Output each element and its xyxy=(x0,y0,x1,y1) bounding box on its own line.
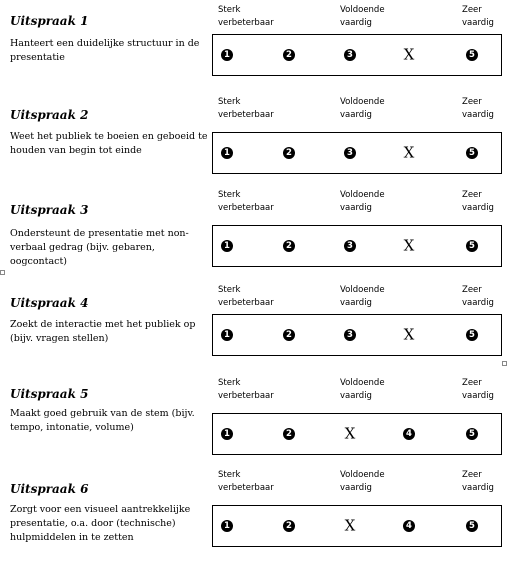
scale-header-high xyxy=(462,377,494,403)
scale-header-line: Sterk xyxy=(218,190,241,200)
rating-option-5[interactable]: 5 xyxy=(466,520,478,532)
rating-option-2[interactable]: 2 xyxy=(283,147,295,159)
scale-header-low xyxy=(218,284,274,310)
rating-option-4[interactable]: 4 xyxy=(403,428,415,440)
rating-option-2[interactable]: 2 xyxy=(283,329,295,341)
statement-text: Hanteert een duidelijke structuur in de presentatie xyxy=(10,38,200,63)
selected-rating-mark[interactable]: X xyxy=(403,325,415,344)
scale-header-line: Zeer xyxy=(462,5,482,15)
scale-header-line: verbeterbaar xyxy=(218,18,274,28)
rating-option-2[interactable]: 2 xyxy=(283,49,295,61)
rating-option-3[interactable]: 3 xyxy=(344,49,356,61)
statement-block xyxy=(0,92,521,182)
rating-option-3[interactable]: 3 xyxy=(344,329,356,341)
statement-text: Ondersteunt de presentatie met non-verbaal gedrag (bijv. gebaren, oogcontact) xyxy=(10,228,189,267)
scale-header-mid xyxy=(340,189,385,215)
rating-option-5[interactable]: 5 xyxy=(466,49,478,61)
rating-option-4[interactable]: 4 xyxy=(403,520,415,532)
rating-option-2[interactable]: 2 xyxy=(283,428,295,440)
rating-option-5[interactable]: 5 xyxy=(466,147,478,159)
rating-option-3[interactable]: 3 xyxy=(344,240,356,252)
selected-rating-mark[interactable]: X xyxy=(403,236,415,255)
scale-header-mid xyxy=(340,96,385,122)
scale-header-high xyxy=(462,96,494,122)
statement-title: Uitspraak 5 xyxy=(10,387,89,401)
scale-header-line: vaardig xyxy=(462,391,494,401)
rating-option-5[interactable]: 5 xyxy=(466,240,478,252)
statement-text: Zoekt de interactie met het publiek op (bijv. vragen stellen) xyxy=(10,319,196,344)
rating-scale-box xyxy=(212,34,502,76)
statement-block xyxy=(0,373,521,463)
scale-header-mid xyxy=(340,284,385,310)
scale-header-line: Zeer xyxy=(462,378,482,388)
rating-scale-box xyxy=(212,413,502,455)
scale-header-high xyxy=(462,189,494,215)
rating-option-5[interactable]: 5 xyxy=(466,329,478,341)
scale-header-line: Sterk xyxy=(218,470,241,480)
scale-header-line: Voldoende xyxy=(340,470,385,480)
statement-title: Uitspraak 2 xyxy=(10,108,89,122)
rating-option-1[interactable]: 1 xyxy=(221,329,233,341)
scale-header-line: Zeer xyxy=(462,470,482,480)
scale-header-line: verbeterbaar xyxy=(218,110,274,120)
scale-header-line: vaardig xyxy=(340,18,372,28)
rating-option-1[interactable]: 1 xyxy=(221,520,233,532)
rating-scale-box xyxy=(212,225,502,267)
rating-scale-box xyxy=(212,505,502,547)
scale-header-low xyxy=(218,377,274,403)
scale-header-line: vaardig xyxy=(340,391,372,401)
scale-header-line: Voldoende xyxy=(340,5,385,15)
scale-header-line: verbeterbaar xyxy=(218,483,274,493)
rating-scale-box xyxy=(212,132,502,174)
statement-text: Weet het publiek te boeien en geboeid te houden van begin tot einde xyxy=(10,131,208,156)
scale-header-line: vaardig xyxy=(340,298,372,308)
scale-header-high xyxy=(462,284,494,310)
rating-scale-box xyxy=(212,314,502,356)
scale-header-line: verbeterbaar xyxy=(218,298,274,308)
scale-header-line: Voldoende xyxy=(340,378,385,388)
rating-option-3[interactable]: 3 xyxy=(344,147,356,159)
scale-header-line: Zeer xyxy=(462,190,482,200)
rating-option-1[interactable]: 1 xyxy=(221,147,233,159)
statement-title: Uitspraak 3 xyxy=(10,203,89,217)
rating-option-5[interactable]: 5 xyxy=(466,428,478,440)
scale-header-line: Sterk xyxy=(218,97,241,107)
statement-block xyxy=(0,0,521,90)
scale-header-line: verbeterbaar xyxy=(218,203,274,213)
statement-text: Maakt goed gebruik van de stem (bijv. tempo, intonatie, volume) xyxy=(10,408,195,433)
statement-title: Uitspraak 6 xyxy=(10,482,89,496)
statement-block xyxy=(0,185,521,275)
table-resize-handle[interactable] xyxy=(502,361,507,366)
rating-option-1[interactable]: 1 xyxy=(221,240,233,252)
scale-header-line: vaardig xyxy=(462,203,494,213)
scale-header-high xyxy=(462,469,494,495)
scale-header-line: vaardig xyxy=(462,298,494,308)
scale-header-line: Sterk xyxy=(218,378,241,388)
rating-option-2[interactable]: 2 xyxy=(283,520,295,532)
scale-header-line: vaardig xyxy=(340,203,372,213)
scale-header-line: verbeterbaar xyxy=(218,391,274,401)
scale-header-line: Sterk xyxy=(218,5,241,15)
scale-header-line: vaardig xyxy=(462,18,494,28)
selected-rating-mark[interactable]: X xyxy=(344,424,356,443)
scale-header-line: vaardig xyxy=(340,483,372,493)
scale-header-high xyxy=(462,4,494,30)
scale-header-line: Zeer xyxy=(462,97,482,107)
scale-header-low xyxy=(218,96,274,122)
scale-header-line: Zeer xyxy=(462,285,482,295)
rating-option-2[interactable]: 2 xyxy=(283,240,295,252)
statement-title: Uitspraak 1 xyxy=(10,14,89,28)
scale-header-line: vaardig xyxy=(462,483,494,493)
scale-header-line: Voldoende xyxy=(340,285,385,295)
scale-header-mid xyxy=(340,4,385,30)
selected-rating-mark[interactable]: X xyxy=(403,143,415,162)
scale-header-line: Sterk xyxy=(218,285,241,295)
scale-header-low xyxy=(218,189,274,215)
statement-text: Zorgt voor een visueel aantrekkelijke presentatie, o.a. door (technische) hulpmiddelen in te zetten xyxy=(10,504,191,543)
margin-handle[interactable] xyxy=(0,270,5,275)
scale-header-line: vaardig xyxy=(340,110,372,120)
scale-header-low xyxy=(218,4,274,30)
statement-title: Uitspraak 4 xyxy=(10,296,89,310)
statement-block xyxy=(0,465,521,555)
scale-header-line: Voldoende xyxy=(340,97,385,107)
selected-rating-mark[interactable]: X xyxy=(344,516,356,535)
scale-header-low xyxy=(218,469,274,495)
rating-option-1[interactable]: 1 xyxy=(221,49,233,61)
scale-header-line: Voldoende xyxy=(340,190,385,200)
rating-option-1[interactable]: 1 xyxy=(221,428,233,440)
scale-header-mid xyxy=(340,377,385,403)
scale-header-mid xyxy=(340,469,385,495)
selected-rating-mark[interactable]: X xyxy=(403,45,415,64)
statement-block xyxy=(0,280,521,370)
scale-header-line: vaardig xyxy=(462,110,494,120)
